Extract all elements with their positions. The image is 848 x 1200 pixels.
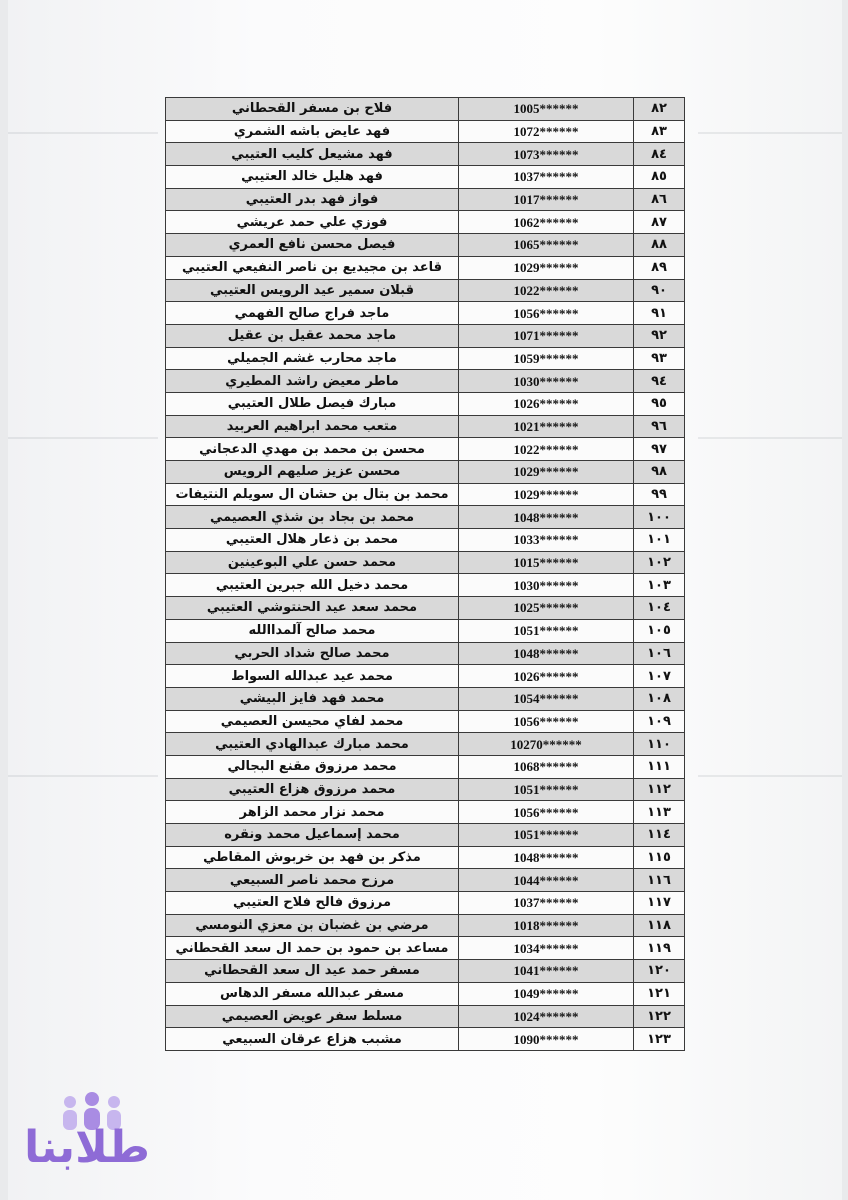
national-id: 1044****** <box>459 869 634 892</box>
person-name: قاعد بن مجيديع بن ناصر النفيعي العتيبي <box>166 256 459 279</box>
person-name: مشبب هزاع عرقان السبيعي <box>166 1028 459 1051</box>
table-row <box>166 234 685 257</box>
table-row <box>166 120 685 143</box>
person-name: محمد مبارك عبدالهادي العتيبي <box>166 733 459 756</box>
national-id: 1026****** <box>459 665 634 688</box>
national-id: 1025****** <box>459 597 634 620</box>
national-id: 1029****** <box>459 483 634 506</box>
table-row <box>166 1005 685 1028</box>
national-id: 1065****** <box>459 234 634 257</box>
names-table-body <box>166 98 685 1051</box>
row-number: ٩٧ <box>634 438 685 461</box>
scan-artifact <box>8 437 158 439</box>
table-row <box>166 710 685 733</box>
national-id: 1041****** <box>459 960 634 983</box>
national-id: 1071****** <box>459 324 634 347</box>
table-row <box>166 801 685 824</box>
national-id: 1022****** <box>459 438 634 461</box>
row-number: ١٠٨ <box>634 687 685 710</box>
row-number: ٩٥ <box>634 392 685 415</box>
row-number: ٨٥ <box>634 166 685 189</box>
person-name: محمد إسماعيل محمد ونقره <box>166 824 459 847</box>
national-id: 1049****** <box>459 982 634 1005</box>
national-id: 1029****** <box>459 461 634 484</box>
person-name: متعب محمد ابراهيم العربيد <box>166 415 459 438</box>
table-row <box>166 98 685 121</box>
table-row <box>166 324 685 347</box>
table-row <box>166 370 685 393</box>
person-name: محمد بن بجاد بن شذي العصيمي <box>166 506 459 529</box>
row-number: ٨٤ <box>634 143 685 166</box>
person-name: فهد مشيعل كليب العتيبي <box>166 143 459 166</box>
table-row <box>166 982 685 1005</box>
person-name: محمد مرزوق هزاع العتيبي <box>166 778 459 801</box>
person-name: ماجد محارب غشم الجميلي <box>166 347 459 370</box>
row-number: ٩٠ <box>634 279 685 302</box>
national-id: 1051****** <box>459 824 634 847</box>
person-name: فواز فهد بدر العتيبي <box>166 188 459 211</box>
row-number: ٨٧ <box>634 211 685 234</box>
national-id: 1068****** <box>459 755 634 778</box>
national-id: 10270****** <box>459 733 634 756</box>
names-table <box>165 97 685 1051</box>
person-name: محمد لفاي محيسن العصيمي <box>166 710 459 733</box>
row-number: ١٢٢ <box>634 1005 685 1028</box>
national-id: 1015****** <box>459 551 634 574</box>
row-number: ١٠٧ <box>634 665 685 688</box>
national-id: 1037****** <box>459 166 634 189</box>
row-number: ١٠٩ <box>634 710 685 733</box>
table-row <box>166 619 685 642</box>
person-name: مبارك فيصل طلال العتيبي <box>166 392 459 415</box>
national-id: 1073****** <box>459 143 634 166</box>
row-number: ١١٣ <box>634 801 685 824</box>
person-name: مسفر حمد عيد ال سعد القحطاني <box>166 960 459 983</box>
row-number: ١٠٥ <box>634 619 685 642</box>
table-row <box>166 687 685 710</box>
table-row <box>166 506 685 529</box>
national-id: 1024****** <box>459 1005 634 1028</box>
national-id: 1021****** <box>459 415 634 438</box>
national-id: 1033****** <box>459 529 634 552</box>
person-name: محمد فهد فايز البيشي <box>166 687 459 710</box>
row-number: ١٢٣ <box>634 1028 685 1051</box>
logo-wordmark: طلابنا <box>24 1122 150 1173</box>
table-row <box>166 483 685 506</box>
person-name: مساعد بن حمود بن حمد ال سعد القحطاني <box>166 937 459 960</box>
row-number: ١٢١ <box>634 982 685 1005</box>
national-id: 1030****** <box>459 370 634 393</box>
row-number: ٨٣ <box>634 120 685 143</box>
person-name: فلاح بن مسفر القحطاني <box>166 98 459 121</box>
national-id: 1022****** <box>459 279 634 302</box>
row-number: ٨٨ <box>634 234 685 257</box>
row-number: ٩٤ <box>634 370 685 393</box>
table-row <box>166 733 685 756</box>
row-number: ١١٢ <box>634 778 685 801</box>
person-name: مرزح محمد ناصر السبيعي <box>166 869 459 892</box>
table-row <box>166 574 685 597</box>
table-row <box>166 914 685 937</box>
national-id: 1018****** <box>459 914 634 937</box>
row-number: ٩١ <box>634 302 685 325</box>
national-id: 1059****** <box>459 347 634 370</box>
table-row <box>166 256 685 279</box>
national-id: 1054****** <box>459 687 634 710</box>
row-number: ٩٦ <box>634 415 685 438</box>
national-id: 1051****** <box>459 778 634 801</box>
row-number: ١١٧ <box>634 892 685 915</box>
row-number: ١٠٣ <box>634 574 685 597</box>
row-number: ١١٩ <box>634 937 685 960</box>
table-row <box>166 302 685 325</box>
person-name: محمد عيد عبدالله السواط <box>166 665 459 688</box>
row-number: ١١٨ <box>634 914 685 937</box>
national-id: 1051****** <box>459 619 634 642</box>
person-name: محسن عزيز صليهم الرويس <box>166 461 459 484</box>
table-row <box>166 392 685 415</box>
row-number: ١١١ <box>634 755 685 778</box>
person-name: محمد حسن علي البوعينين <box>166 551 459 574</box>
row-number: ١١٠ <box>634 733 685 756</box>
row-number: ١٠٠ <box>634 506 685 529</box>
person-name: مسفر عبدالله مسفر الدهاس <box>166 982 459 1005</box>
national-id: 1056****** <box>459 302 634 325</box>
row-number: ١٠٤ <box>634 597 685 620</box>
row-number: ٩٨ <box>634 461 685 484</box>
person-name: محمد سعد عيد الحنتوشي العتيبي <box>166 597 459 620</box>
site-logo <box>22 1092 152 1184</box>
person-name: مرزوق فالح فلاح العتيبي <box>166 892 459 915</box>
national-id: 1048****** <box>459 506 634 529</box>
table-row <box>166 461 685 484</box>
table-row <box>166 846 685 869</box>
person-name: فهد هليل خالد العتيبي <box>166 166 459 189</box>
person-name: فوزي علي حمد عريشي <box>166 211 459 234</box>
national-id: 1030****** <box>459 574 634 597</box>
row-number: ١٠٢ <box>634 551 685 574</box>
person-name: ماجد محمد عقيل بن عقيل <box>166 324 459 347</box>
table-row <box>166 551 685 574</box>
row-number: ٨٦ <box>634 188 685 211</box>
national-id: 1048****** <box>459 846 634 869</box>
scan-artifact <box>698 437 842 439</box>
person-name: مذكر بن فهد بن خربوش المقاطي <box>166 846 459 869</box>
national-id: 1048****** <box>459 642 634 665</box>
national-id: 1072****** <box>459 120 634 143</box>
table-row <box>166 755 685 778</box>
table-row <box>166 211 685 234</box>
scan-artifact <box>698 132 842 134</box>
national-id: 1026****** <box>459 392 634 415</box>
table-row <box>166 597 685 620</box>
person-name: محمد دخيل الله جبرين العتيبي <box>166 574 459 597</box>
national-id: 1056****** <box>459 710 634 733</box>
national-id: 1056****** <box>459 801 634 824</box>
table-row <box>166 143 685 166</box>
row-number: ١١٥ <box>634 846 685 869</box>
person-name: محمد بن بتال بن حشان ال سويلم النتيفات <box>166 483 459 506</box>
table-row <box>166 529 685 552</box>
person-name: ماطر معيض راشد المطيري <box>166 370 459 393</box>
row-number: ٨٩ <box>634 256 685 279</box>
table-row <box>166 279 685 302</box>
person-name: ماجد فراج صالح الفهمي <box>166 302 459 325</box>
table-row <box>166 869 685 892</box>
table-row <box>166 438 685 461</box>
national-id: 1034****** <box>459 937 634 960</box>
person-name: مسلط سفر عويض العصيمي <box>166 1005 459 1028</box>
table-row <box>166 892 685 915</box>
person-name: فيصل محسن نافع العمري <box>166 234 459 257</box>
person-name: مرضي بن غضبان بن معزي النومسي <box>166 914 459 937</box>
table-row <box>166 960 685 983</box>
row-number: ١٠٦ <box>634 642 685 665</box>
row-number: ٩٣ <box>634 347 685 370</box>
row-number: ١١٦ <box>634 869 685 892</box>
national-id: 1037****** <box>459 892 634 915</box>
person-name: محمد صالح آلمداالله <box>166 619 459 642</box>
table-row <box>166 937 685 960</box>
national-id: 1017****** <box>459 188 634 211</box>
row-number: ١٢٠ <box>634 960 685 983</box>
person-name: قبلان سمير عيد الرويس العتيبي <box>166 279 459 302</box>
table-row <box>166 778 685 801</box>
scan-artifact <box>698 775 842 777</box>
scan-artifact <box>8 132 158 134</box>
scan-artifact <box>8 775 158 777</box>
table-row <box>166 1028 685 1051</box>
table-row <box>166 347 685 370</box>
table-row <box>166 665 685 688</box>
national-id: 1090****** <box>459 1028 634 1051</box>
person-name: محمد بن ذعار هلال العتيبي <box>166 529 459 552</box>
table-row <box>166 166 685 189</box>
person-name: محمد صالح شداد الحربي <box>166 642 459 665</box>
row-number: ٨٢ <box>634 98 685 121</box>
table-row <box>166 824 685 847</box>
row-number: ١٠١ <box>634 529 685 552</box>
table-row <box>166 642 685 665</box>
person-name: محمد مرزوق مقنع البجالي <box>166 755 459 778</box>
row-number: ٩٢ <box>634 324 685 347</box>
national-id: 1029****** <box>459 256 634 279</box>
person-name: فهد عايض باشه الشمري <box>166 120 459 143</box>
table-row <box>166 188 685 211</box>
national-id: 1062****** <box>459 211 634 234</box>
person-name: محسن بن محمد بن مهدي الدعجاني <box>166 438 459 461</box>
row-number: ٩٩ <box>634 483 685 506</box>
row-number: ١١٤ <box>634 824 685 847</box>
table-row <box>166 415 685 438</box>
national-id: 1005****** <box>459 98 634 121</box>
person-name: محمد نزار محمد الزاهر <box>166 801 459 824</box>
